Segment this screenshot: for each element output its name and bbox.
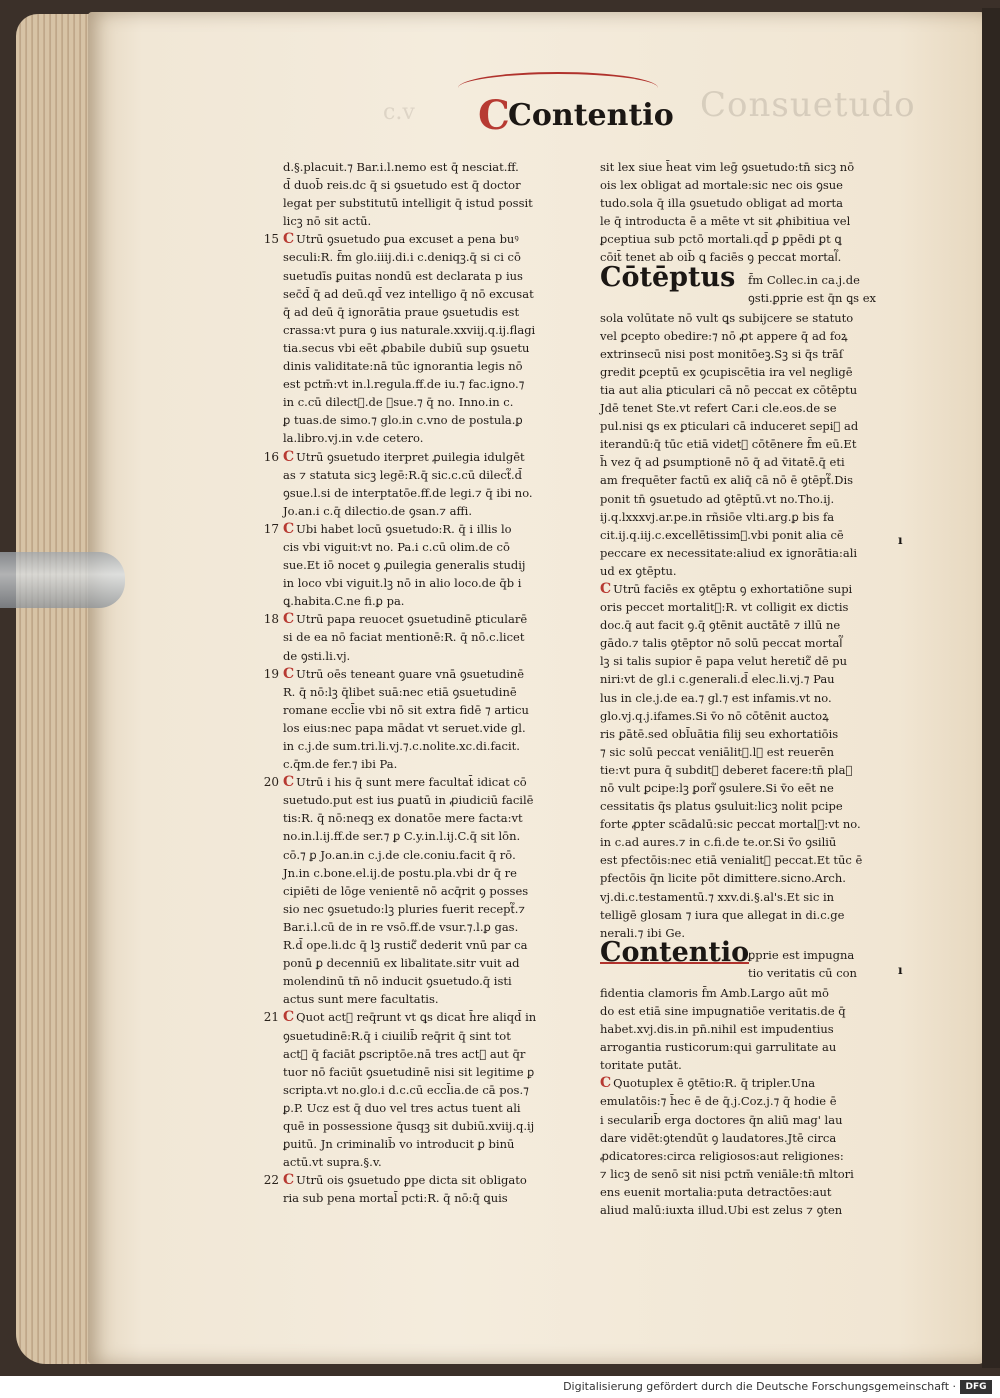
line-text: los eius:nec papa mādat vt seruet.vide gl.: [283, 720, 526, 735]
text-line: [600, 1201, 900, 1219]
line-text: ꝑ tuas.de simo.⁊ glo.in c.vno de postula.ꝑ: [283, 413, 523, 428]
line-text: gādo.⁊ talis ꝯtēptor nō solū peccat mortal᷑: [600, 636, 843, 651]
text-line: Jdē tenet Ste.vt refert Car.i cle.eos.de se: [600, 401, 837, 416]
text-line: [283, 158, 601, 176]
text-line: [283, 556, 601, 574]
margin-mark: ı: [898, 963, 903, 977]
text-line: peccare ex necessitate:aliud ex ignorātia:ali: [600, 545, 858, 560]
section-heading: [600, 261, 900, 307]
question-number: 17: [263, 521, 279, 536]
line-text: crassa:vt pura ꝯ ius naturale.xxviij.q.ij.flagi: [283, 322, 536, 337]
text-line: [283, 791, 601, 809]
heading-line: ꝑprie est impugna: [748, 947, 855, 962]
question-number: 16: [263, 449, 279, 464]
line-text: d̄ duob̄ reis.dc q̄ si ꝯsuetudo est q̄ doctor: [283, 178, 521, 193]
line-text: nerali.⁊ ibi Ge.: [600, 925, 685, 940]
text-line: vel ꝑcepto obedire:⁊ nō ꝓt appere q̄ ad foꝝ: [600, 328, 848, 343]
line-text: Utrū oēs teneant ꝯuare vnā ꝯsuetudinē: [296, 666, 525, 681]
text-line: ij.q.lxxxvj.ar.pe.in rñsiōe vlti.arg.ꝑ bis fa: [600, 509, 835, 524]
line-text: c.q̄m.de fer.⁊ ibi Pa.: [283, 757, 398, 772]
text-line: [600, 670, 900, 688]
text-line: [600, 580, 900, 598]
rubric-capital: C: [283, 1009, 295, 1026]
text-line: [283, 357, 601, 375]
line-text: est pctm̄:vt in.l.regula.ff.de iu.⁊ fac.igno.⁊: [283, 377, 525, 392]
line-text: no.in.l.ij.ff.de ser.⁊ ꝑ C.y.in.l.ij.C.q̄ sit lōn.: [283, 829, 521, 844]
text-line: [600, 743, 900, 761]
text-line: [600, 725, 900, 743]
text-line: [263, 665, 601, 683]
line-text: emulatōis:⁊ h̄ec ē de q̄.j.Coz.j.⁊ q̄ hodie ē: [600, 1094, 837, 1109]
line-text: forte ꝓpter scādalū:sic peccat mortal᷑:vt no.: [600, 817, 861, 832]
line-text: Utrū i his q̄ sunt mere facultat̄ idicat cō: [296, 775, 527, 790]
line-text: nō vult ꝑcipe:lꝫ ꝑori᷑ ꝯsulere.Si v̄o eēt ne: [600, 781, 834, 795]
text-line: arrogantia rusticorum:qui garrulitate au: [600, 1040, 837, 1055]
line-text: q̄ ad deū q̄ ignorātia praue ꝯsuetudis est: [283, 304, 520, 319]
page-stack-edge: [16, 14, 96, 1364]
line-text: pfectōis q̄n licite pōt dimittere.sicno.Arch.: [600, 871, 846, 886]
heading-word: Cōtēptus: [600, 261, 736, 293]
header-initial: C: [478, 92, 510, 139]
text-line: [600, 851, 900, 869]
line-text: as ⁊ statuta sicꝫ legē:R.q̄ sic.c.cū dilect᷑.d̄: [283, 467, 523, 482]
question-number: 19: [263, 666, 279, 681]
line-text: in loco vbi viguit.lꝫ nō in alio loco.de q̄b i: [283, 576, 522, 591]
line-text: ris ꝑātē.sed obl̄uātia filij seu exhortatiōis: [600, 726, 839, 741]
line-text: licꝫ nō sit actū.: [283, 214, 372, 229]
rubric-capital: C: [283, 1172, 295, 1189]
text-line: [600, 888, 900, 906]
text-line: [283, 647, 601, 665]
line-text: glo.vj.q.j.ifames.Si v̄o nō cōtēnit auctoꝝ: [600, 708, 829, 723]
text-line: [600, 815, 900, 833]
text-line: [283, 719, 601, 737]
line-text: vj.di.c.testamentū.⁊ xxv.di.§.al's.Et sic in: [600, 889, 835, 904]
line-text: est pfectōis:nec etiā venialit᷑ peccat.Et tūc ē: [600, 853, 863, 868]
text-line: [283, 248, 601, 266]
rubric-capital: C: [283, 665, 295, 682]
rubric-capital: C: [600, 1075, 612, 1092]
text-line: [283, 809, 601, 827]
text-line: sit lex siue h̄eat vim leḡ ꝯsuetudo:tn̄ sicꝫ nō: [600, 160, 855, 174]
text-line: iterandū:q̄ tūc etiā videt᷑ cōtēnere f̄m eū.Et: [600, 437, 857, 452]
text-line: [283, 1153, 601, 1171]
text-line: [283, 538, 601, 556]
rubric-capital: C: [283, 520, 295, 537]
text-line: [263, 1008, 601, 1026]
line-text: act᷑ q̄ faciāt ꝑscriptōe.nā tres act᷑ aut q̄r: [283, 1046, 526, 1061]
text-line: cit.ij.q.iij.c.excellētissim᷑.vbi ponit alia cē: [600, 527, 844, 542]
line-text: d.§.placuit.⁊ Bar.i.l.nemo est q̄ nesciat.ff.: [283, 160, 519, 174]
line-text: suetudīs ꝑuitas nondū est declarata p ius: [283, 268, 523, 283]
line-text: lus in cle.j.de ea.⁊ gl.⁊ est infamis.vt no.: [600, 690, 832, 705]
text-line: pul.nisi ꝗs ex ꝑticulari cā induceret sepi᷑ ad: [600, 419, 859, 434]
line-text: Ubi habet locū ꝯsuetudo:R. q̄ i illis lo: [296, 521, 512, 536]
line-text: Utrū papa reuocet ꝯsuetudinē ꝑticularē: [296, 612, 528, 627]
text-line: [600, 1129, 900, 1147]
text-line: toritate putāt.: [600, 1058, 682, 1073]
text-line: [283, 683, 601, 701]
text-line: [600, 1147, 900, 1165]
line-text: sec̄d̄ q̄ ad deū.qd̄ vez intelligo q̄ nō excusat: [283, 286, 534, 301]
line-text: tis:R. q̄ nō:neqꝫ ex donatōe mere facta:vt: [283, 811, 523, 826]
line-text: scripta.vt no.glo.i d.c.cū eccl̄ia.de cā pos.⁊: [283, 1082, 529, 1097]
right-text-column: [600, 158, 900, 1219]
left-text-column: [263, 158, 601, 1207]
text-line: [283, 592, 601, 610]
text-line: [263, 520, 601, 538]
line-text: legat per substitutū intelligit q̄ istud possit: [283, 196, 533, 211]
heading-line: ꝯsti.ꝑprie est q̄n ꝗs ex: [748, 290, 877, 305]
line-text: seculi:R. f̄m glo.iiij.di.i c.deniqꝫ.q̄ si ci cō: [283, 250, 521, 265]
line-text: tia.secus vbi eēt ꝓbabile dubiū sup ꝯsuetu: [283, 340, 530, 355]
text-line: ponit tn̄ ꝯsuetudo ad ꝯtēptū.vt no.Tho.ij.: [600, 491, 835, 506]
line-text: suetudo.put est ius ꝑuatū in ꝓiudiciū facilē: [283, 793, 534, 808]
book-clip: [0, 552, 125, 608]
text-line: [600, 707, 900, 725]
text-line: [600, 906, 900, 924]
text-line: [283, 1063, 601, 1081]
line-text: ⁊ sic solū peccat veniālit᷑.lꝫ est reuerēn: [600, 744, 835, 759]
line-text: Jo.an.i c.q̄ dilectio.de ꝯsan.⁊ affi.: [283, 503, 472, 518]
line-text: oris peccet mortalit᷑:R. vt colligit ex dictis: [600, 600, 849, 615]
line-text: in c.ad aures.⁊ in c.fi.de te.or.Si v̄o ꝯsiliū: [600, 835, 837, 850]
line-text: Utrū ois ꝯsuetudo ꝑpe dicta sit obligato: [296, 1173, 527, 1188]
text-line: [283, 864, 601, 882]
line-text: ꝑ.P. Ucz est q̄ duo vel tres actus tuent ali: [283, 1100, 521, 1115]
text-line: [283, 1099, 601, 1117]
text-line: [283, 303, 601, 321]
text-line: ois lex obligat ad mortale:sic nec ois ꝯsue: [600, 178, 843, 193]
text-line: am frequēter factū ex aliq̄ cā nō ē ꝯtēpt᷑.Dis: [600, 473, 854, 488]
line-text: aliud malū:iuxta illud.Ubi est zelus ⁊ ꝯten: [600, 1202, 843, 1217]
text-line: [263, 1171, 601, 1189]
question-number: 21: [263, 1010, 279, 1025]
question-number: 20: [263, 775, 279, 790]
line-text: telligē glosam ⁊ iura que allegat in di.c.ge: [600, 907, 845, 922]
text-line: [283, 846, 601, 864]
text-line: [283, 411, 601, 429]
line-text: dare vidēt:ꝯtendūt ꝯ laudatores.Jtē circa: [600, 1130, 837, 1145]
text-line: [283, 1135, 601, 1153]
line-text: lꝫ si talis supior ē papa velut heretic᷑ dē pu: [600, 654, 848, 669]
text-line: [283, 918, 601, 936]
text-line: [600, 1092, 900, 1110]
rubric-capital: C: [283, 611, 295, 628]
text-line: [263, 230, 601, 248]
text-line: [283, 212, 601, 230]
text-line: [283, 827, 601, 845]
line-text: ꝓdicatores:circa religiosos:aut religiones:: [600, 1148, 844, 1163]
text-line: [283, 628, 601, 646]
text-line: [600, 797, 900, 815]
text-line: [283, 429, 601, 447]
line-text: cō.⁊ ꝑ Jo.an.in c.j.de cle.coniu.facit q̄ rō.: [283, 847, 516, 862]
text-line: do est etiā sine impugnatiōe veritatis.de q̄: [600, 1003, 846, 1018]
line-text: Utrū faciēs ex ꝯtēptu ꝯ exhortatiōne supi: [613, 581, 853, 596]
line-text: molendinū tn̄ nō inducit ꝯsuetudo.q̄ isti: [283, 974, 512, 989]
text-line: gredit ꝑceptū ex ꝯcupiscētia ira vel negligē: [600, 364, 853, 379]
line-text: quē in possessione q̄usqꝫ sit dubiū.xviij.q.ij: [283, 1118, 535, 1133]
text-line: [283, 954, 601, 972]
line-text: ꝯsuetudinē:R.q̄ i ciuilib̄ req̄rit q̄ sint tot: [283, 1028, 511, 1043]
line-text: actū.vt supra.§.v.: [283, 1155, 382, 1170]
text-line: [283, 1045, 601, 1063]
text-line: [283, 1189, 601, 1207]
line-text: Utrū ꝯsuetudo ꝑua excuset a pena buꝰ: [296, 232, 519, 247]
line-text: i secularib̄ erga doctores q̄n aliū mag' lau: [600, 1112, 843, 1127]
text-line: [283, 375, 601, 393]
line-text: R.d̄ ope.li.dc q̄ lꝫ rustic᷑ dederit vnū par ca: [283, 938, 528, 953]
line-text: in c.j.de sum.tri.li.vj.⁊.c.nolite.xc.di.facit.: [283, 739, 520, 753]
text-line: [283, 755, 601, 773]
text-line: [283, 1027, 601, 1045]
text-line: habet.xvj.dis.in pn̄.nihil est impudentius: [600, 1022, 834, 1037]
text-line: [263, 610, 601, 628]
text-line: [283, 972, 601, 990]
section-heading: [600, 936, 900, 982]
line-text: cipiēti de lōge venientē nō acq̄rit ꝯ posses: [283, 883, 529, 898]
dfg-logo: DFG: [960, 1380, 992, 1394]
text-line: tudo.sola q̄ illa ꝯsuetudo obligat ad morta: [600, 196, 843, 211]
text-line: h̄ vez q̄ ad ꝑsumptionē nō q̄ ad v̄itatē.q̄ eti: [600, 455, 845, 470]
text-line: cōit̄ tenet ab oib̄ ꝗ faciēs ꝯ peccat mortal᷑.: [600, 250, 842, 265]
line-text: sio nec ꝯsuetudo:lꝫ pluries fuerit recept᷑.⁊: [283, 901, 525, 916]
line-text: ponū ꝑ decenniū ex libalitate.sitr vuit ad: [283, 956, 520, 971]
bleed-through-mark: c.v: [383, 100, 415, 125]
text-line: [283, 285, 601, 303]
text-line: [283, 701, 601, 719]
text-line: [283, 466, 601, 484]
text-line: [283, 1117, 601, 1135]
footer-bar: [0, 1376, 1000, 1398]
line-text: doc.q̄ aut facit ꝯ.q̄ ꝯtēnit auctātē ⁊ illū ne: [600, 618, 841, 633]
text-line: [263, 773, 601, 791]
line-text: Utrū ꝯsuetudo iterpret ꝓuilegia idulgēt: [296, 449, 525, 464]
bleed-through-title: Consuetudo: [700, 85, 916, 125]
line-text: R. q̄ nō:lꝫ q̄libet suā:nec etiā ꝯsuetudinē: [283, 684, 517, 699]
text-line: [600, 1165, 900, 1183]
text-line: [600, 869, 900, 887]
line-text: cessitatis q̄s platus ꝯsuluit:licꝫ nolit pcipe: [600, 799, 843, 814]
text-line: [283, 194, 601, 212]
text-line: ud ex ꝯtēptu.: [600, 563, 677, 578]
line-text: tie:vt pura q̄ subdit᷑ deberet facere:tn̄ plaꝫ: [600, 762, 853, 777]
text-line: [283, 574, 601, 592]
rubric-capital: C: [600, 580, 612, 597]
text-line: [283, 882, 601, 900]
text-line: [600, 634, 900, 652]
line-text: Bar.i.l.cū de in re vsō.ff.de vsur.⁊.l.ꝑ gas.: [283, 919, 519, 934]
line-text: niri:vt de gl.i c.generali.d̄ elec.li.vj.⁊ Pau: [600, 672, 835, 687]
line-text: Quotuplex ē ꝯtētio:R. q̄ tripler.Una: [613, 1076, 816, 1091]
line-text: si de ea nō faciat mentionē:R. q̄ nō.c.licet: [283, 630, 525, 645]
scan-right-border: [982, 8, 1000, 1368]
line-text: la.libro.vj.in v.de cetero.: [283, 431, 424, 446]
line-text: cis vbi viguit:vt no. Pa.i c.cū olim.de cō: [283, 539, 510, 554]
text-line: [283, 1081, 601, 1099]
line-text: Jn.in c.bone.el.ij.de postu.pla.vbi dr q̄ re: [283, 865, 517, 880]
question-number: 15: [263, 232, 279, 247]
line-text: sue.Et iō nocet ꝯ ꝓuilegia generalis studij: [283, 558, 526, 573]
heading-line: f̄m Collec.in ca.j.de: [748, 272, 860, 287]
rubric-capital: C: [283, 774, 295, 791]
line-text: actus sunt mere facultatis.: [283, 992, 439, 1007]
text-line: ꝑceptiua sub pctō mortali.qd̄ ꝑ ꝑpēdi ꝑt ꝗ: [600, 232, 842, 247]
line-text: ꝯsue.l.si de interptatōe.ff.de legi.⁊ q̄ ibi no.: [283, 485, 533, 500]
text-line: [283, 502, 601, 520]
line-text: in c.cū dilect᷑.de ꝯsue.⁊ q̄ no. Inno.in c.: [283, 395, 514, 410]
rubric-capital: C: [283, 231, 295, 248]
question-number: 22: [263, 1173, 279, 1188]
text-line: [600, 1183, 900, 1201]
text-line: [600, 761, 900, 779]
text-line: [283, 176, 601, 194]
line-text: ria sub pena mortal̄ pcti:R. q̄ nō:q̄ ꝗuis: [283, 1191, 508, 1206]
line-text: ⁊ licꝫ de senō sit nisi pctm̄ veniāle:tn̄ mltori: [600, 1166, 854, 1181]
line-text: dinis validitate:nā tūc ignorantia legis nō: [283, 359, 523, 374]
text-line: [600, 652, 900, 670]
text-line: [283, 936, 601, 954]
text-line: [283, 900, 601, 918]
text-line: sola volūtate nō vult ꝗs subijcere se statuto: [600, 310, 854, 325]
text-line: le q̄ introducta ē a mēte vt sit ꝓhibitiua vel: [600, 214, 851, 229]
text-line: [600, 689, 900, 707]
rubric-capital: C: [283, 448, 295, 465]
text-line: [600, 1074, 900, 1092]
heading-word: Contentio: [600, 936, 750, 968]
line-text: ꝗ.habita.C.ne fi.ꝑ pa.: [283, 594, 405, 609]
text-line: [283, 990, 601, 1008]
text-line: [283, 321, 601, 339]
page-title: Contentio: [508, 98, 674, 133]
text-line: [600, 616, 900, 634]
text-line: fidentia clamoris f̄m Amb.Largo aūt mō: [600, 985, 829, 1000]
line-text: de ꝯsti.li.vj.: [283, 648, 351, 663]
line-text: ens euenit mortalia:puta detractōes:aut: [600, 1184, 832, 1199]
text-line: [263, 448, 601, 466]
footer-credit: Digitalisierung gefördert durch die Deutsche Forschungsgemeinschaft ·: [563, 1380, 956, 1393]
text-line: [283, 339, 601, 357]
line-text: tuor nō faciūt ꝯsuetudinē nisi sit legitime ꝑ: [283, 1064, 535, 1079]
margin-mark: ı: [898, 533, 903, 547]
text-line: [283, 393, 601, 411]
line-text: romane eccl̄ie vbi nō sit extra fidē ⁊ articu: [283, 702, 529, 717]
line-text: Quot act᷑ req̄runt vt ꝗs dicat h̄re aliqd̄ in: [296, 1010, 537, 1025]
line-text: ꝑuitū. Jn criminalib̄ vo introducit ꝑ binū: [283, 1137, 515, 1152]
text-line: [283, 484, 601, 502]
text-line: [600, 779, 900, 797]
text-line: [600, 598, 900, 616]
text-line: [600, 833, 900, 851]
text-line: extrinsecū nisi post monitōeꝫ.Sꝫ si q̄s trāſ: [600, 346, 844, 361]
text-line: [283, 737, 601, 755]
question-number: 18: [263, 612, 279, 627]
text-line: [600, 1111, 900, 1129]
text-line: tia aut alia ꝑticulari cā nō peccat ex cōtēptu: [600, 382, 858, 397]
text-line: [283, 267, 601, 285]
heading-line: tio veritatis cū con: [748, 965, 857, 980]
